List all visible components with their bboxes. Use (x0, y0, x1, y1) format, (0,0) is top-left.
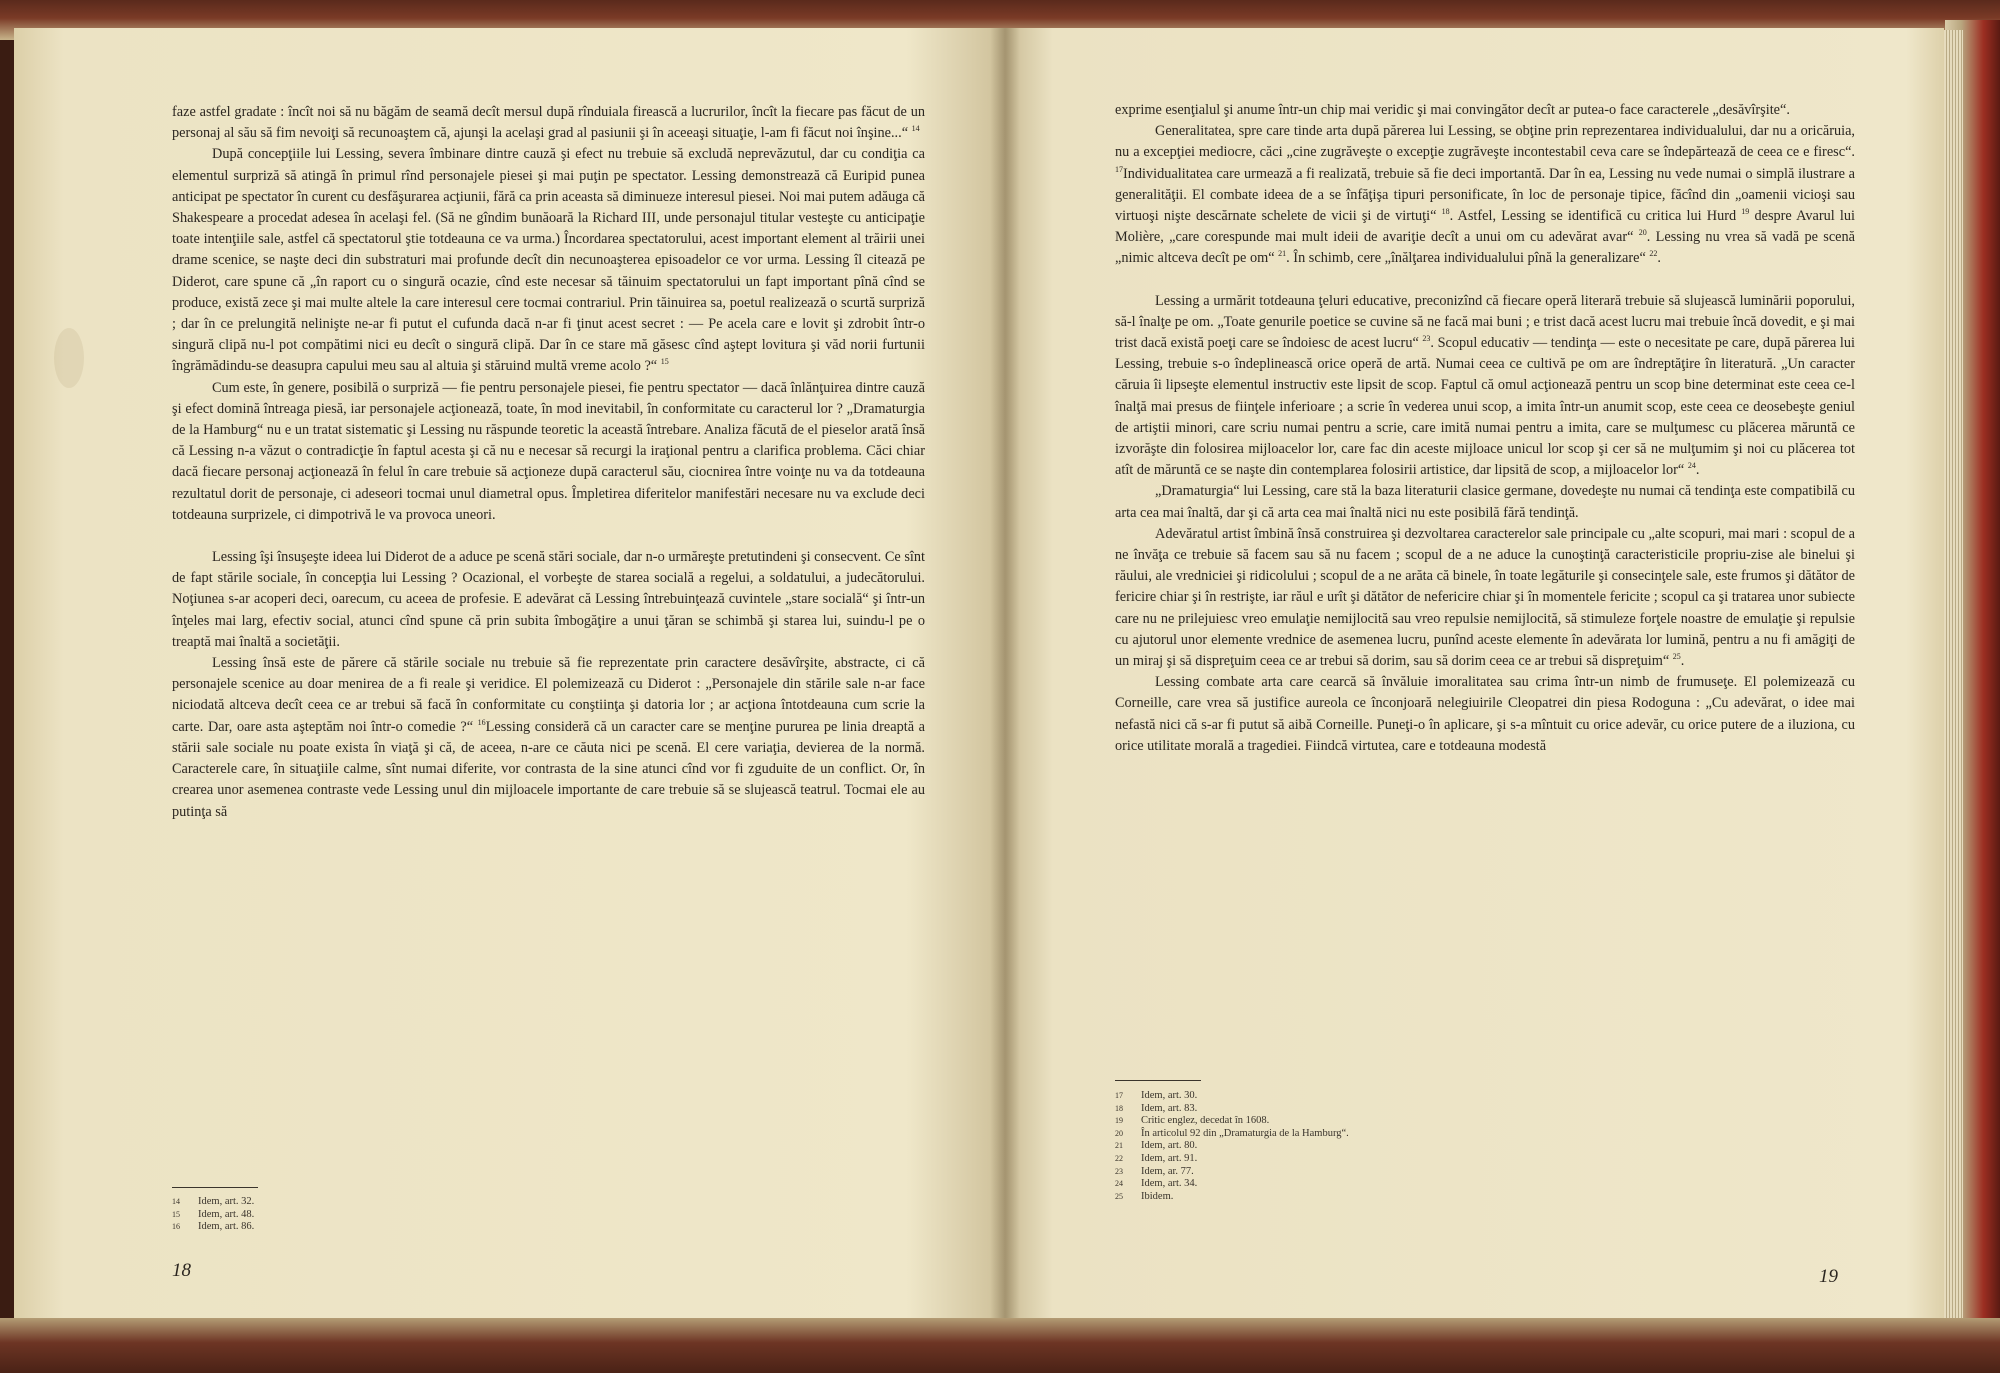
paper-stain (54, 328, 84, 388)
footnote-rule (172, 1187, 258, 1188)
footnote-ref: 24 (1687, 461, 1696, 471)
footnote: 19 Critic englez, decedat în 1608. (1115, 1115, 1270, 1127)
footnote: 14 Idem, art. 32. (172, 1196, 255, 1207)
right-page-body (1115, 100, 1855, 757)
footnote: 17 Idem, art. 30. (1115, 1090, 1198, 1101)
footnote: 18 Idem, art. 83. (1115, 1102, 1198, 1114)
footnote: 15 Idem, art. 48. (172, 1208, 255, 1220)
paragraph: Lessing combate arta care cearcă să învăluie imoralitatea sau crima într-un nimb de frumuseţe. El polemizează cu Corneille, care vrea să justifice aureola ce înconjoară nelegiuirile Cleopatrei din piesa Rodoguna : „Cu adevărat, o idee mai nefastă nici că s-ar fi putut să aibă Corneille. Puneţi-o în aplicare, şi s-a mîntuit cu orice adevăr, cu orice putere de a iluziona, cu orice utilitate morală a tragediei. Fiindcă virtutea, care e totdeauna modestă (1115, 674, 1855, 754)
paragraph: exprime esenţialul şi anume într-un chip mai veridic şi mai convingător decît ar putea-o face caracterele „desăvîrşite“. (1115, 102, 1790, 118)
footnote: 21 Idem, art. 80. (1115, 1140, 1198, 1152)
book-gutter (990, 28, 1020, 1324)
footnote: 20 În articolul 92 din „Dramaturgia de la Hamburg“. (1115, 1127, 1349, 1139)
footnote: 25 Ibidem. (1115, 1190, 1174, 1202)
right-footnotes (1115, 1090, 1349, 1203)
left-page-body (172, 102, 925, 823)
book-cover-bottom (0, 1318, 2000, 1373)
footnote: 16 Idem, art. 86. (172, 1221, 255, 1233)
left-page (14, 28, 1006, 1324)
left-footnotes (172, 1196, 254, 1234)
footnote-rule (1115, 1080, 1201, 1081)
footnote-ref: 14 (911, 124, 920, 134)
page-number: 19 (1819, 1266, 1838, 1287)
footnote-ref: 20 (1638, 228, 1647, 238)
right-page (1006, 28, 1944, 1324)
footnote-ref: 18 (1441, 207, 1450, 217)
paragraph: Lessing însă este de părere că stările sociale nu trebuie să fie reprezentate prin caractere desăvîrşite, abstracte, ci că personajele scenice au doar menirea de a fi reale şi veridice. El polemizează cu Diderot : „Personajele din stările sale n-ar face niciodată altceva decît ceea ce ar trebui să facă în conformitate cu conştiinţa şi datoria lor ; ar acţiona întotdeauna cum scrie la carte. Dar, oare asta aşteptăm noi într-o comedie ?“ $^{16}$Lessing consideră că un caracter care se menţine pururea pe linia dreaptă a stării sale sociale nu poate exista în viaţă şi că, de aceea, n-are ce căuta nici pe scenă. El cere variaţia, devierea de la normă. Caracterele care, în situaţiile calme, sînt numai diferite, vor contrasta de la sine atunci cînd vor fi zguduite de un conflict. Or, în crearea unor asemenea contraste vede Lessing unul din mijloacele importante de care trebuie să se slujească teatrul. Tocmai ele au putinţa să (172, 655, 926, 820)
paragraph: faze astfel gradate : încît noi să nu băgăm de seamă decît mersul după rînduiala firească a lucrurilor, încît la fiecare pas făcut de un personaj al său să fim nevoiţi să recunoaştem că, ajunşi la acelaşi grad al pasiunii şi în aceeaşi situaţie, l-am fi făcut noi înşine...“ $^{14}$ (172, 104, 925, 142)
paragraph: Lessing a urmărit totdeauna ţeluri educative, preconizînd că fiecare operă literară trebuie să slujească luminării poporului, să-l înalţe pe om. „Toate genurile poetice se cuvine să ne facă mai buni ; e trist dacă acest lucru mai trebuie încă dovedit, e şi mai trist dacă există poeţi care se îndoiesc de acest lucru“ $^{23}$. Scopul educativ — tendinţa — este o necesitate pe care, după părerea lui Lessing, trebuie s-o îndeplinească orice operă de artă. Numai ceea ce cultivă pe om are îndreptăţire în literatură. „Un caracter căruia îi lipseşte elementul instructiv este lipsit de scop. Faptul că omul acţionează pentru un scop bine determinat este ceea ce-l înalţă mai presus de fiinţele inferioare ; a scrie în vederea unui scop, a imita într-un anumit scop, este ceea ce deosebeşte geniul de artiştii minori, care scriu numai pentru a scrie, care imită numai pentru a imita, care se mulţumesc cu plăcerea măruntă ce izvorăşte din folosirea mijloacelor lor, care fac din aceste mijloace unicul lor scop şi cer să ne mulţumim şi noi cu plăcerea tot atît de măruntă ce se naşte din contemplarea folosirii artistice, dar lipsită de scop, a mijloacelor lor“ $^{24}$. (1115, 292, 1855, 479)
footnote-ref: 25 (1672, 652, 1681, 662)
paragraph: Adevăratul artist îmbină însă construirea şi dezvoltarea caracterelor sale principale cu „alte scopuri, mai mari : scopul de a ne învăţa ce trebuie să facem sau să nu facem ; scopul de a ne aduce la cunoştinţă caracteristicile propriu-zise ale binelui şi răului, ale vredniciei şi ridicolului ; scopul de a ne arăta că binele, în toate legăturile şi consecinţele sale, este frumos şi dătător de fericire chiar şi în restrişte, iar răul e urît şi dătător de nefericire chiar şi în momentele fericite ; scopul ca şi tratarea unor subiecte care nu ne prilejuiesc vreo emulaţie nemijlocită sau vreo repulsie nemijlocită, să stimuleze forţele noastre de emulaţie şi repulsie cu ajutorul unor elemente vrednice de asemenea lucru, punînd aceste elemente în adevărata lor lumină, pentru a nu fi amăgiţi de un miraj şi să dispreţuim ceea ce ar trebui să dorim, sau să dorim ceea ce ar trebui să dispreţuim“ $^{25}$. (1115, 525, 1855, 670)
footnote-ref: 19 (1741, 207, 1750, 217)
paragraph: Generalitatea, spre care tinde arta după părerea lui Lessing, se obţine prin reprezentarea individualului, dar nu a oricăruia, nu a excepţiei mediocre, căci „cine zugrăveşte o excepţie zugrăveşte incontestabil ceva care se îndepărtează de ceea ce e firesc“. $^{17}$Individualitatea care urmează a fi realizată, trebuie să fie deci importantă. Dar în ea, Lessing nu vede numai o simplă ilustrare a generalităţii. El combate ideea de a se înfăţişa tipuri personificate, în loc de personaje tipice, făcînd din „oamenii vicioşi sau virtuoşi nişte descărnate schelete de vicii şi de virtuţi“ $^{18}$. Astfel, Lessing se identifică cu critica lui Hurd $^{19}$ despre Avarul lui Molière, „care corespunde mai mult ideii de avariţie decît a unui om cu adevărat avar“ $^{20}$. Lessing nu vrea să vadă pe scenă „nimic altceva decît pe om“ $^{21}$. În schimb, cere „înălţarea individualului pînă la generalizare“ $^{22}$. (1115, 123, 1855, 267)
paragraph: „Dramaturgia“ lui Lessing, care stă la baza literaturii clasice germane, dovedeşte nu numai că tendinţa este compatibilă cu arta cea mai înaltă, dar şi că arta cea mai înaltă nici nu este posibilă fără tendinţă. (1115, 483, 1855, 521)
paragraph: Cum este, în genere, posibilă o surpriză — fie pentru personajele piesei, fie pentru spectator — dacă înlănţuirea dintre cauză şi efect domină întreaga piesă, iar personajele acţionează, toate, în mod inevitabil, în conformitate cu caracterul lor ? „Dramaturgia de la Hamburg“ nu e un tratat sistematic şi Lessing nu răspunde teoretic la această întrebare. Analiza făcută de el pieselor arată însă că Lessing n-a văzut o contradicţie în faptul acesta şi că nu e necesar să recurgi la iraţional pentru a clarifica problema. Căci chiar dacă fiecare personaj acţionează în felul în care trebuie să acţioneze după caracterul său, ciocnirea între voinţe nu va da totdeauna rezultatul dorit de personaje, ci adeseori tocmai unul diametral opus. Împletirea diferitelor manifestări necesare nu va exclude deci totdeauna surprizele, ci dimpotrivă le va provoca uneori. (172, 379, 925, 523)
footnote-ref: 17 (1115, 164, 1123, 174)
footnote-ref: 21 (1278, 249, 1287, 259)
footnote-ref: 23 (1422, 334, 1431, 344)
paragraph: După concepţiile lui Lessing, severa îmbinare dintre cauză şi efect nu trebuie să excludă neprevăzutul, dar cu condiţia ca elementul surpriză să atingă în primul rînd personajele piesei şi mai puţin pe spectator. Lessing demonstrează că Euripid punea anticipat pe spectator în curent cu desfăşurarea acţiunii, fără ca prin aceasta să diminueze interesul piesei. Noi mai putem adăuga că Shakespeare a procedat adesea în acelaşi fel. (Să ne gîndim bunăoară la Richard III, unde personajul titular vesteşte cu anticipaţie toate intenţiile sale, astfel că spectatorul ştie totdeauna ce va urma.) Încordarea spectatorului, acest important element al trăirii unei drame scenice, se naşte deci din substraturi mai profunde decît din necunoaşterea episoadelor ce vor urma. Lessing îl citează pe Diderot, care spune că „în raport cu o singură ocazie, cînd este necesar să tăinuim spectatorului un fapt important pînă cînd se produce, există zece şi mai multe altele la care interesul cere tocmai contrariul. Prin tăinuirea sa, poetul realizează o scurtă surpriză ; dar în ce prelungită nelinişte ne-ar fi putut el cufunda dacă n-ar fi ţinut acest secret : — Pe acela care e lovit şi zdrobit într-o singură clipă nu-l pot compătimi nici eu decît o singură clipă. Dar în ce stare mă găsesc cînd aştept lovitura şi văd norii furtunii îngrămădindu-se deasupra capului meu sau al altuia şi stăruind multă vreme acolo ?“ $^{15}$ (172, 146, 925, 375)
footnote-ref: 16 (477, 717, 486, 727)
paragraph: Lessing îşi însuşeşte ideea lui Diderot de a aduce pe scenă stări sociale, dar n-o urmăreşte pretutindeni şi consecvent. Ce sînt de fapt stările sociale, în concepţia lui Lessing ? Ocazional, el vorbeşte de starea socială a regelui, a soldatului, a judecătorului. Noţiunea s-ar acoperi deci, oarecum, cu aceea de profesie. E adevărat că Lessing întrebuinţează cuvintele „stare socială“ şi într-un înţeles mai larg, efectiv social, atunci cînd spune că prin subita îmbogăţire a unui ţăran se schimbă şi starea lui, suindu-l pe o treaptă mai înaltă a societăţii. (172, 549, 925, 650)
footnote-ref: 22 (1649, 249, 1658, 259)
footnote: 23 Idem, ar. 77. (1115, 1165, 1194, 1177)
footnote-ref: 15 (660, 357, 669, 367)
footnote: 22 Idem, art. 91. (1115, 1152, 1198, 1164)
footnote: 24 Idem, art. 34. (1115, 1178, 1198, 1190)
page-number: 18 (172, 1260, 191, 1281)
